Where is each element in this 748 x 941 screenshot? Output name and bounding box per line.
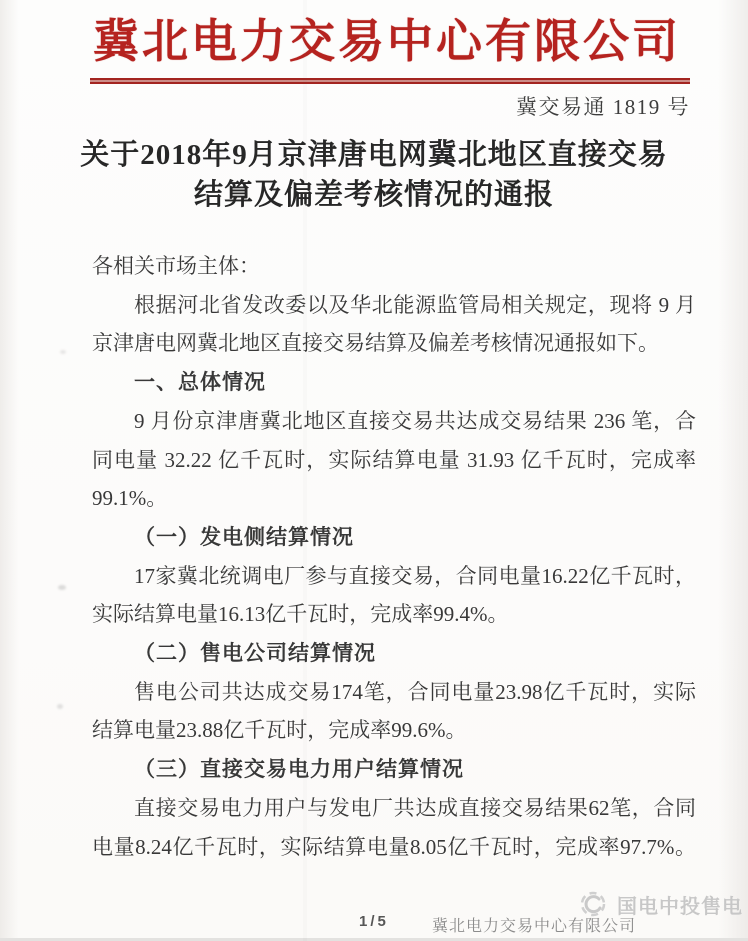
watermark-label: 国电中投售电 bbox=[617, 895, 743, 918]
body-line: （二）售电公司结算情况 bbox=[134, 641, 376, 666]
scan-artifact bbox=[57, 704, 63, 709]
page-indicator: 1/5 bbox=[359, 913, 389, 930]
body-line: 99.1%。 bbox=[92, 486, 168, 511]
body-line: 电量8.24亿千瓦时，实际结算电量8.05亿千瓦时，完成率97.7%。 bbox=[92, 834, 696, 859]
body-line: 京津唐电网冀北地区直接交易结算及偏差考核情况通报如下。 bbox=[92, 331, 659, 356]
body-line: （三）直接交易电力用户结算情况 bbox=[134, 757, 464, 782]
body-line: 9 月份京津唐冀北地区直接交易共达成交易结果 236 笔，合 bbox=[134, 408, 696, 433]
document-body bbox=[92, 247, 696, 866]
body-line: 同电量 32.22 亿千瓦时，实际结算电量 31.93 亿千瓦时，完成率 bbox=[92, 447, 696, 472]
body-line: 售电公司共达成交易174笔，合同电量23.98亿千瓦时，实际 bbox=[134, 679, 696, 704]
body-line: 实际结算电量16.13亿千瓦时，完成率99.4%。 bbox=[92, 602, 509, 627]
body-line: 根据河北省发改委以及华北能源监管局相关规定，现将 9 月 bbox=[134, 292, 696, 317]
letterhead bbox=[0, 5, 748, 71]
body-line: （一）发电侧结算情况 bbox=[134, 524, 354, 549]
company-name: 冀北电力交易中心有限公司 bbox=[93, 16, 681, 67]
body-line: 结算电量23.88亿千瓦时，完成率99.6%。 bbox=[92, 718, 467, 743]
doc-number: 冀交易通 1819 号 bbox=[516, 95, 690, 119]
title-line-1: 关于2018年9月京津唐电网冀北地区直接交易 bbox=[80, 139, 668, 171]
letterhead-rule bbox=[90, 78, 690, 84]
body-line: 直接交易电力用户与发电厂共达成直接交易结果62笔，合同 bbox=[134, 795, 696, 820]
document-title bbox=[0, 135, 748, 215]
body-line: 17家冀北统调电厂参与直接交易，合同电量16.22亿千瓦时， bbox=[134, 563, 696, 588]
body-line: 一、总体情况 bbox=[134, 370, 266, 395]
body-line: 各相关市场主体： bbox=[92, 254, 260, 278]
scan-artifact bbox=[58, 585, 66, 590]
scan-streak bbox=[303, 0, 307, 941]
scan-artifact bbox=[60, 350, 66, 354]
watermark bbox=[577, 889, 743, 919]
watermark-logo-icon bbox=[577, 889, 611, 919]
issuer-name: 冀北电力交易中心有限公司 bbox=[432, 918, 637, 935]
title-line-2: 结算及偏差考核情况的通报 bbox=[193, 179, 554, 211]
